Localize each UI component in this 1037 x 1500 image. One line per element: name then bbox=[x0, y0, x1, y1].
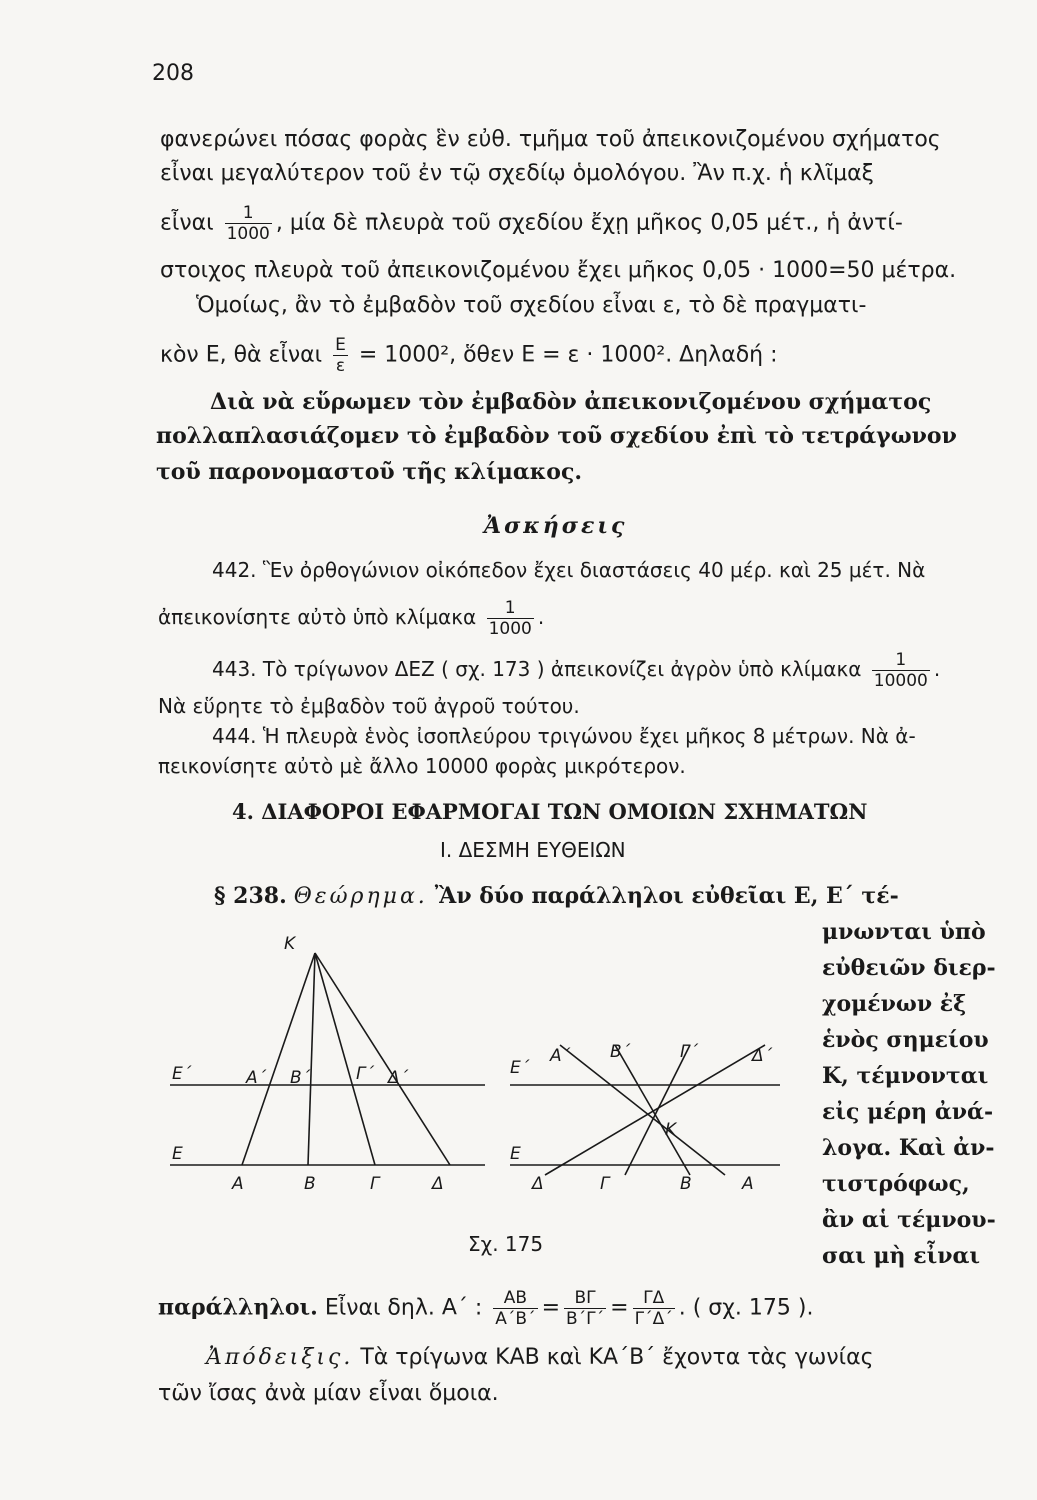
ray-kd bbox=[315, 953, 450, 1165]
label-d-prime-right: Δ΄ bbox=[752, 1046, 773, 1066]
label-e-right: E bbox=[510, 1144, 521, 1164]
ray-right-3 bbox=[625, 1045, 690, 1175]
fraction-denominator: ε bbox=[335, 356, 346, 376]
fraction bbox=[333, 335, 348, 376]
rule-line: πολλαπλασιάζομεν τὸ ἐμβαδὸν τοῦ σχεδίου ἐπὶ τὸ τετράγωνον bbox=[156, 423, 957, 449]
label-d: Δ bbox=[432, 1174, 444, 1194]
ray-right-2 bbox=[615, 1045, 690, 1175]
fraction-denominator: 1000 bbox=[488, 619, 532, 639]
fraction bbox=[225, 203, 272, 244]
theorem-side-line: εἰς μέρη ἀνά- bbox=[822, 1099, 994, 1125]
fraction bbox=[493, 1288, 537, 1329]
section-number: § 238. bbox=[214, 883, 287, 909]
exercise-443 bbox=[212, 650, 940, 691]
label-a-prime-right: A΄ bbox=[550, 1046, 571, 1066]
theorem-side-line: χομένων ἐξ bbox=[822, 991, 967, 1017]
text-fragment: . bbox=[537, 605, 545, 629]
ray-kg bbox=[315, 953, 375, 1165]
text-fragment: , μία δὲ πλευρὰ τοῦ σχεδίου ἔχῃ μῆκος 0,05 μέτ., ἡ ἀντί- bbox=[275, 210, 903, 236]
label-d-right: Δ bbox=[532, 1174, 544, 1194]
fraction-denominator: 1000 bbox=[226, 224, 270, 244]
fraction-numerator: Ε bbox=[335, 335, 346, 355]
text-fragment: . ( σχ. 175 ). bbox=[678, 1295, 814, 1321]
proof-line bbox=[206, 1344, 874, 1372]
theorem-side-line: ἂν αἱ τέμνου- bbox=[822, 1207, 996, 1233]
theorem-last-line: παράλληλοι. Εἶναι δηλ. Α΄ : $\frac{AB}{A΄B΄}$ = $\frac{B\Gamma}{B΄\Gamma΄}$ = $\frac{\Gamma\Delta}{\Gamma΄\Delta΄}$ . ( σχ. 175 ). bbox=[158, 1288, 814, 1329]
theorem-side-line: ἑνὸς σημείου bbox=[822, 1027, 989, 1053]
theorem-side-line: τιστρόφως, bbox=[822, 1171, 970, 1197]
label-g-prime: Γ΄ bbox=[356, 1064, 374, 1084]
fraction-numerator: ΑΒ bbox=[493, 1288, 537, 1309]
label-g-right: Γ bbox=[600, 1174, 610, 1194]
fraction-numerator: 1 bbox=[872, 650, 930, 671]
text-line: στοιχος πλευρὰ τοῦ ἀπεικονιζομένου ἔχει μῆκος 0,05 · 1000=50 μέτρα. bbox=[160, 258, 957, 283]
fraction-numerator: 1 bbox=[225, 203, 272, 224]
exercises-title: Ἀσκήσεις bbox=[484, 513, 628, 539]
theorem-label: Θεώρημα. bbox=[293, 884, 428, 909]
exercise-444: 444. Ἡ πλευρὰ ἑνὸς ἰσοπλεύρου τριγώνου ἔχει μῆκος 8 μέτρων. Νὰ ἀ- bbox=[212, 724, 916, 748]
figure-175 bbox=[160, 925, 810, 1255]
label-a-right: A bbox=[742, 1174, 754, 1194]
theorem-side-line: εὐθειῶν διερ- bbox=[822, 955, 996, 981]
fraction-numerator: ΓΔ bbox=[633, 1288, 675, 1309]
fraction-denominator: Β΄Γ΄ bbox=[566, 1309, 605, 1329]
theorem-side-line: μνωνται ὑπὸ bbox=[822, 919, 986, 945]
exercise-442: 442. Ἓν ὀρθογώνιον οἰκόπεδον ἔχει διαστάσεις 40 μέρ. καὶ 25 μέτ. Νὰ bbox=[212, 558, 926, 582]
label-b-right: B bbox=[680, 1174, 692, 1194]
rule-line: τοῦ παρονομαστοῦ τῆς κλίμακος. bbox=[156, 459, 582, 485]
rule-line: Διὰ νὰ εὕρωμεν τὸν ἐμβαδὸν ἀπεικονιζομένου σχήματος bbox=[210, 389, 932, 415]
text-line: Ὁμοίως, ἂν τὸ ἐμβαδὸν τοῦ σχεδίου εἶναι ε, τὸ δὲ πραγματι- bbox=[196, 293, 867, 318]
text-line: εἶναι μεγαλύτερον τοῦ ἐν τῷ σχεδίῳ ὁμολόγου. Ἂν π.χ. ἡ κλῖμαξ bbox=[160, 161, 874, 186]
ray-kb bbox=[308, 953, 315, 1165]
label-k: K bbox=[284, 934, 296, 954]
label-d-prime: Δ΄ bbox=[388, 1068, 409, 1088]
figure-caption: Σχ. 175 bbox=[468, 1232, 544, 1256]
text-fragment: κὸν Ε, θὰ εἶναι bbox=[160, 342, 323, 368]
fraction-numerator: 1 bbox=[487, 598, 534, 619]
label-b: B bbox=[304, 1174, 316, 1194]
text-fragment: . bbox=[933, 657, 941, 681]
ray-right-4 bbox=[545, 1045, 765, 1175]
page-number: 208 bbox=[152, 61, 194, 86]
subsection-heading: Ι. ΔΕΣΜΗ ΕΥΘΕΙΩΝ bbox=[440, 838, 626, 862]
proof-line: τῶν ἴσας ἀνὰ μίαν εἶναι ὅμοια. bbox=[158, 1381, 499, 1406]
label-e-prime-right: E΄ bbox=[510, 1058, 530, 1078]
fraction-numerator: ΒΓ bbox=[564, 1288, 606, 1309]
label-b-prime-right: B΄ bbox=[610, 1042, 631, 1062]
theorem-side-line: σαι μὴ εἶναι bbox=[822, 1243, 981, 1269]
theorem-line bbox=[214, 882, 899, 911]
text-line: πεικονίσητε αὐτὸ μὲ ἄλλο 10000 φορὰς μικρότερον. bbox=[158, 754, 686, 778]
label-e: E bbox=[172, 1144, 183, 1164]
label-e-prime: E΄ bbox=[172, 1064, 192, 1084]
text-line bbox=[158, 598, 544, 639]
label-g-prime-right: Γ΄ bbox=[680, 1042, 698, 1062]
text-line bbox=[160, 335, 778, 376]
ray-ka bbox=[242, 953, 315, 1165]
label-k-right: K bbox=[665, 1120, 677, 1140]
proof-label: Ἀπόδειξις. bbox=[206, 1345, 354, 1370]
ray-right-1 bbox=[560, 1045, 725, 1175]
fraction bbox=[633, 1288, 675, 1329]
text-fragment: = 1000², ὅθεν Ε = ε · 1000². Δηλαδή : bbox=[358, 342, 778, 368]
text-fragment: Εἶναι δηλ. Α΄ : bbox=[324, 1295, 483, 1321]
fraction bbox=[872, 650, 930, 691]
fraction-denominator: 10000 bbox=[873, 671, 928, 691]
theorem-side-line: λογα. Καὶ ἀν- bbox=[822, 1135, 995, 1161]
proof-text: Τὰ τρίγωνα ΚΑΒ καὶ ΚΑ΄Β΄ ἔχοντα τὰς γωνίας bbox=[360, 1345, 874, 1370]
section-heading: 4. ΔΙΑΦΟΡΟΙ ΕΦΑΡΜΟΓΑΙ ΤΩΝ ΟΜΟΙΩΝ ΣΧΗΜΑΤΩΝ bbox=[232, 799, 868, 824]
text-fragment: εἶναι bbox=[160, 210, 214, 236]
theorem-text: Ἂν δύο παράλληλοι εὐθεῖαι Ε, Ε΄ τέ- bbox=[434, 883, 899, 909]
fraction-denominator: Α΄Β΄ bbox=[495, 1309, 536, 1329]
label-a: A bbox=[232, 1174, 244, 1194]
label-a-prime: A΄ bbox=[246, 1068, 267, 1088]
text-line bbox=[160, 203, 903, 244]
fraction bbox=[564, 1288, 606, 1329]
fraction-denominator: Γ΄Δ΄ bbox=[634, 1309, 673, 1329]
theorem-side-line: Κ, τέμνονται bbox=[822, 1063, 989, 1089]
text-line: φανερώνει πόσας φορὰς ἓν εὐθ. τμῆμα τοῦ ἀπεικονιζομένου σχήματος bbox=[160, 127, 941, 152]
label-b-prime: B΄ bbox=[290, 1068, 311, 1088]
text-fragment: 443. Τὸ τρίγωνον ΔΕΖ ( σχ. 173 ) ἀπεικονίζει ἀγρὸν ὑπὸ κλίμακα bbox=[212, 657, 862, 681]
text-fragment: ἀπεικονίσητε αὐτὸ ὑπὸ κλίμακα bbox=[158, 605, 477, 629]
fraction bbox=[487, 598, 534, 639]
text-line: Νὰ εὕρητε τὸ ἐμβαδὸν τοῦ ἀγροῦ τούτου. bbox=[158, 694, 580, 718]
label-g: Γ bbox=[370, 1174, 380, 1194]
text-fragment: παράλληλοι. bbox=[158, 1294, 318, 1321]
